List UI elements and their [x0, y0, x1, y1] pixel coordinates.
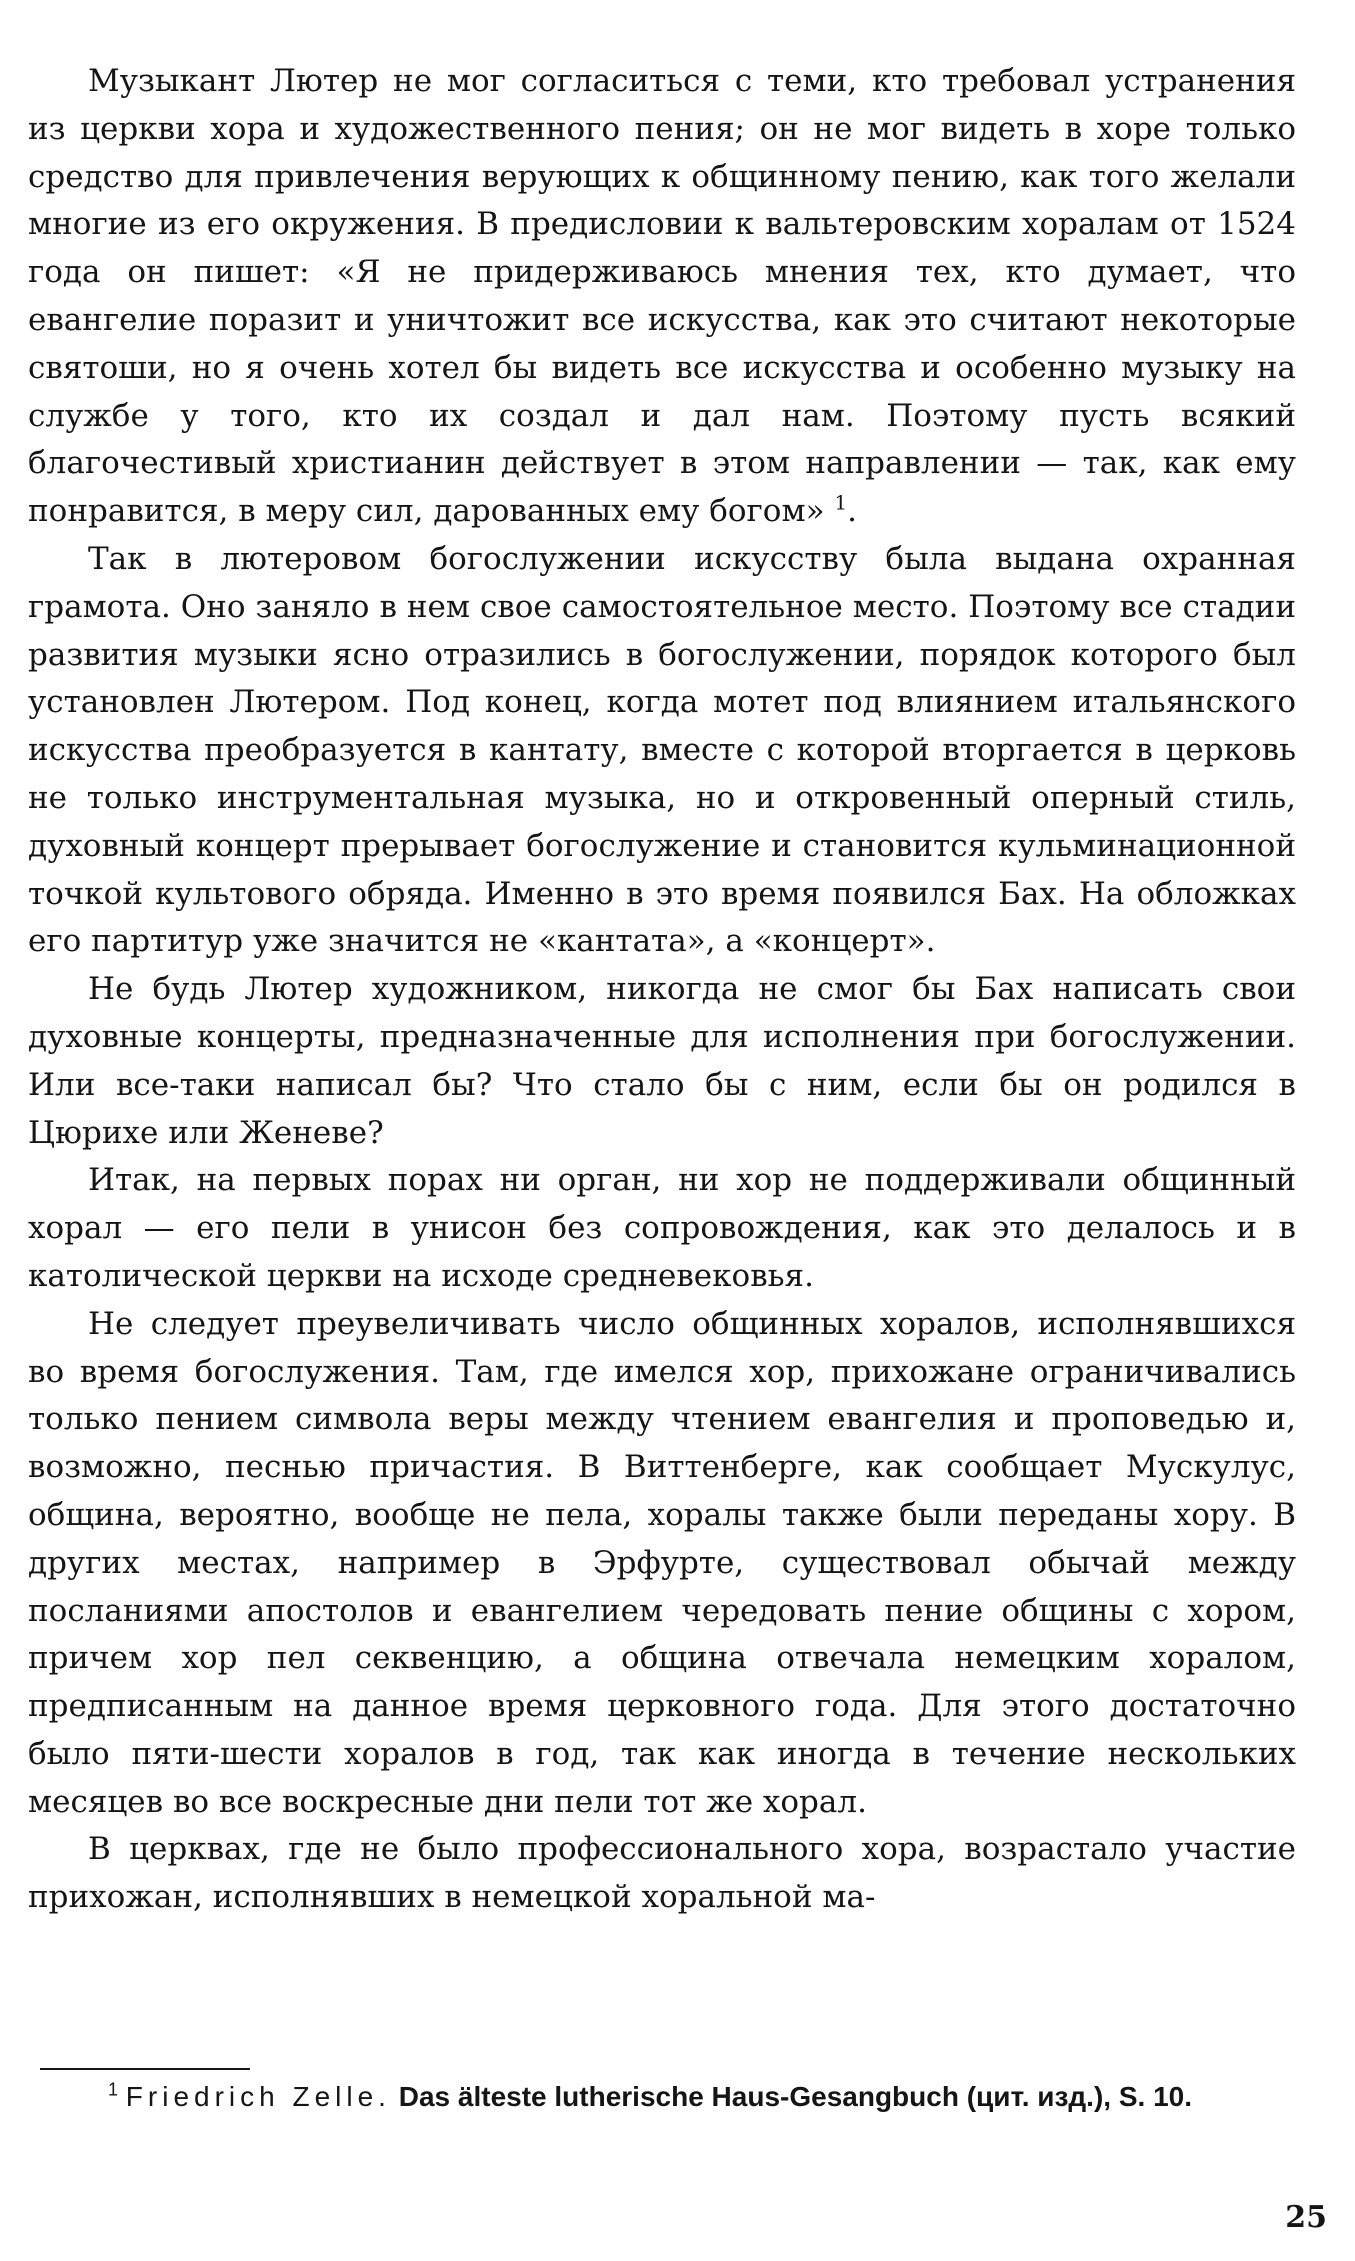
paragraph-1: Музыкант Лютер не мог согласиться с теми, кто требовал устранения из церкви хора и художественного пения; он не мог видеть в хоре только средство для привлечения верующих к общинному пению, как того желали многие из его окружения. В предисловии к вальтеровским хоралам от 1524 года он пишет: «Я не придерживаюсь мнения тех, кто думает, что евангелие поразит и уничтожит все искусства, как это считают некоторые святоши, но я очень хотел бы видеть все искусства и особенно музыку на службе у того, кто их создал и дал нам. Поэтому пусть всякий благочестивый христианин действует в этом направлении — так, как ему понравится, в меру сил, дарованных ему богом» $^1$. [28, 63, 1296, 530]
paragraph-6: В церквах, где не было профессионального хора, возрастало участие прихожан, исполнявших в немецкой хоральной ма- [28, 1831, 1296, 1916]
page-number: 25 [1285, 2200, 1327, 2235]
footnote-title: Das älteste lutherische Haus-Gesangbuch [398, 2081, 959, 2112]
footnote-mark: 1 [108, 2079, 119, 2100]
footnote-reference: 1 [834, 490, 848, 515]
footnote-author: Friedrich Zelle. [125, 2081, 391, 2112]
paragraph-5: Не следует преувеличивать число общинных хоралов, исполнявшихся во время богослужения. Там, где имелся хор, прихожане ограничивались только пением символа веры между чтением евангелия и проповедью и, возможно, песнью причастия. В Виттенберге, как сообщает Мускулус, община, вероятно, вообще не пела, хоралы также были переданы хору. В других местах, например в Эрфурте, существовал обычай между посланиями апостолов и евангелием чередовать пение общины с хором, причем хор пел секвенцию, а община отвечала немецким хоралом, предписанным на данное время церковного года. Для этого достаточно было пяти-шести хоралов в год, так как иногда в течение нескольких месяцев во все воскресные дни пели тот же хорал. [28, 1305, 1296, 1820]
footnote-page: S. 10. [1118, 2081, 1193, 2112]
paragraph-2: Так в лютеровом богослужении искусству была выдана охранная грамота. Оно заняло в нем свое самостоятельное место. Поэтому все стадии развития музыки ясно отразились в богослужении, порядок которого был установлен Лютером. Под конец, когда мотет под влиянием итальянского искусства преобразуется в кантату, вместе с которой вторгается в церковь не только инструментальная музыка, но и откровенный оперный стиль, духовный концерт прерывает богослужение и становится кульминационной точкой культового обряда. Именно в это время появился Бах. На обложках его партитур уже значится не «кантата», а «концерт». [28, 540, 1296, 960]
paragraph-3: Не будь Лютер художником, никогда не смог бы Бах написать свои духовные концерты, предназначенные для исполнения при богослужении. Или все-таки написал бы? Что стало бы с ним, если бы он родился в Цюрихе или Женеве? [28, 971, 1296, 1151]
paragraph-4: Итак, на первых порах ни орган, ни хор не поддерживали общинный хорал — его пели в унисон без сопровождения, как это делалось и в католической церкви на исходе средневековья. [28, 1162, 1296, 1294]
footnote-divider [40, 2068, 250, 2070]
footnote [28, 2078, 1296, 2116]
footnote-ref: (цит. изд.), [966, 2081, 1112, 2112]
paragraph-1-text: Музыкант Лютер не мог согласиться с теми, кто требовал устранения из церкви хора и художественного пения; он не мог видеть в хоре только средство для привлечения верующих к общинному пению, как того желали многие из его окружения. В предисловии к вальтеровским хоралам от 1524 года он пишет: «Я не придерживаюсь мнения тех, кто думает, что евангелие поразит и уничтожит все искусства, как это считают некоторые святоши, но я очень хотел бы видеть все искусства и особенно музыку на службе у того, кто их создал и дал нам. Поэтому пусть всякий благочестивый христианин действует в этом направлении — так, как ему понравится, в меру сил, дарованных ему богом» [28, 63, 1296, 530]
main-text [28, 58, 1296, 1922]
